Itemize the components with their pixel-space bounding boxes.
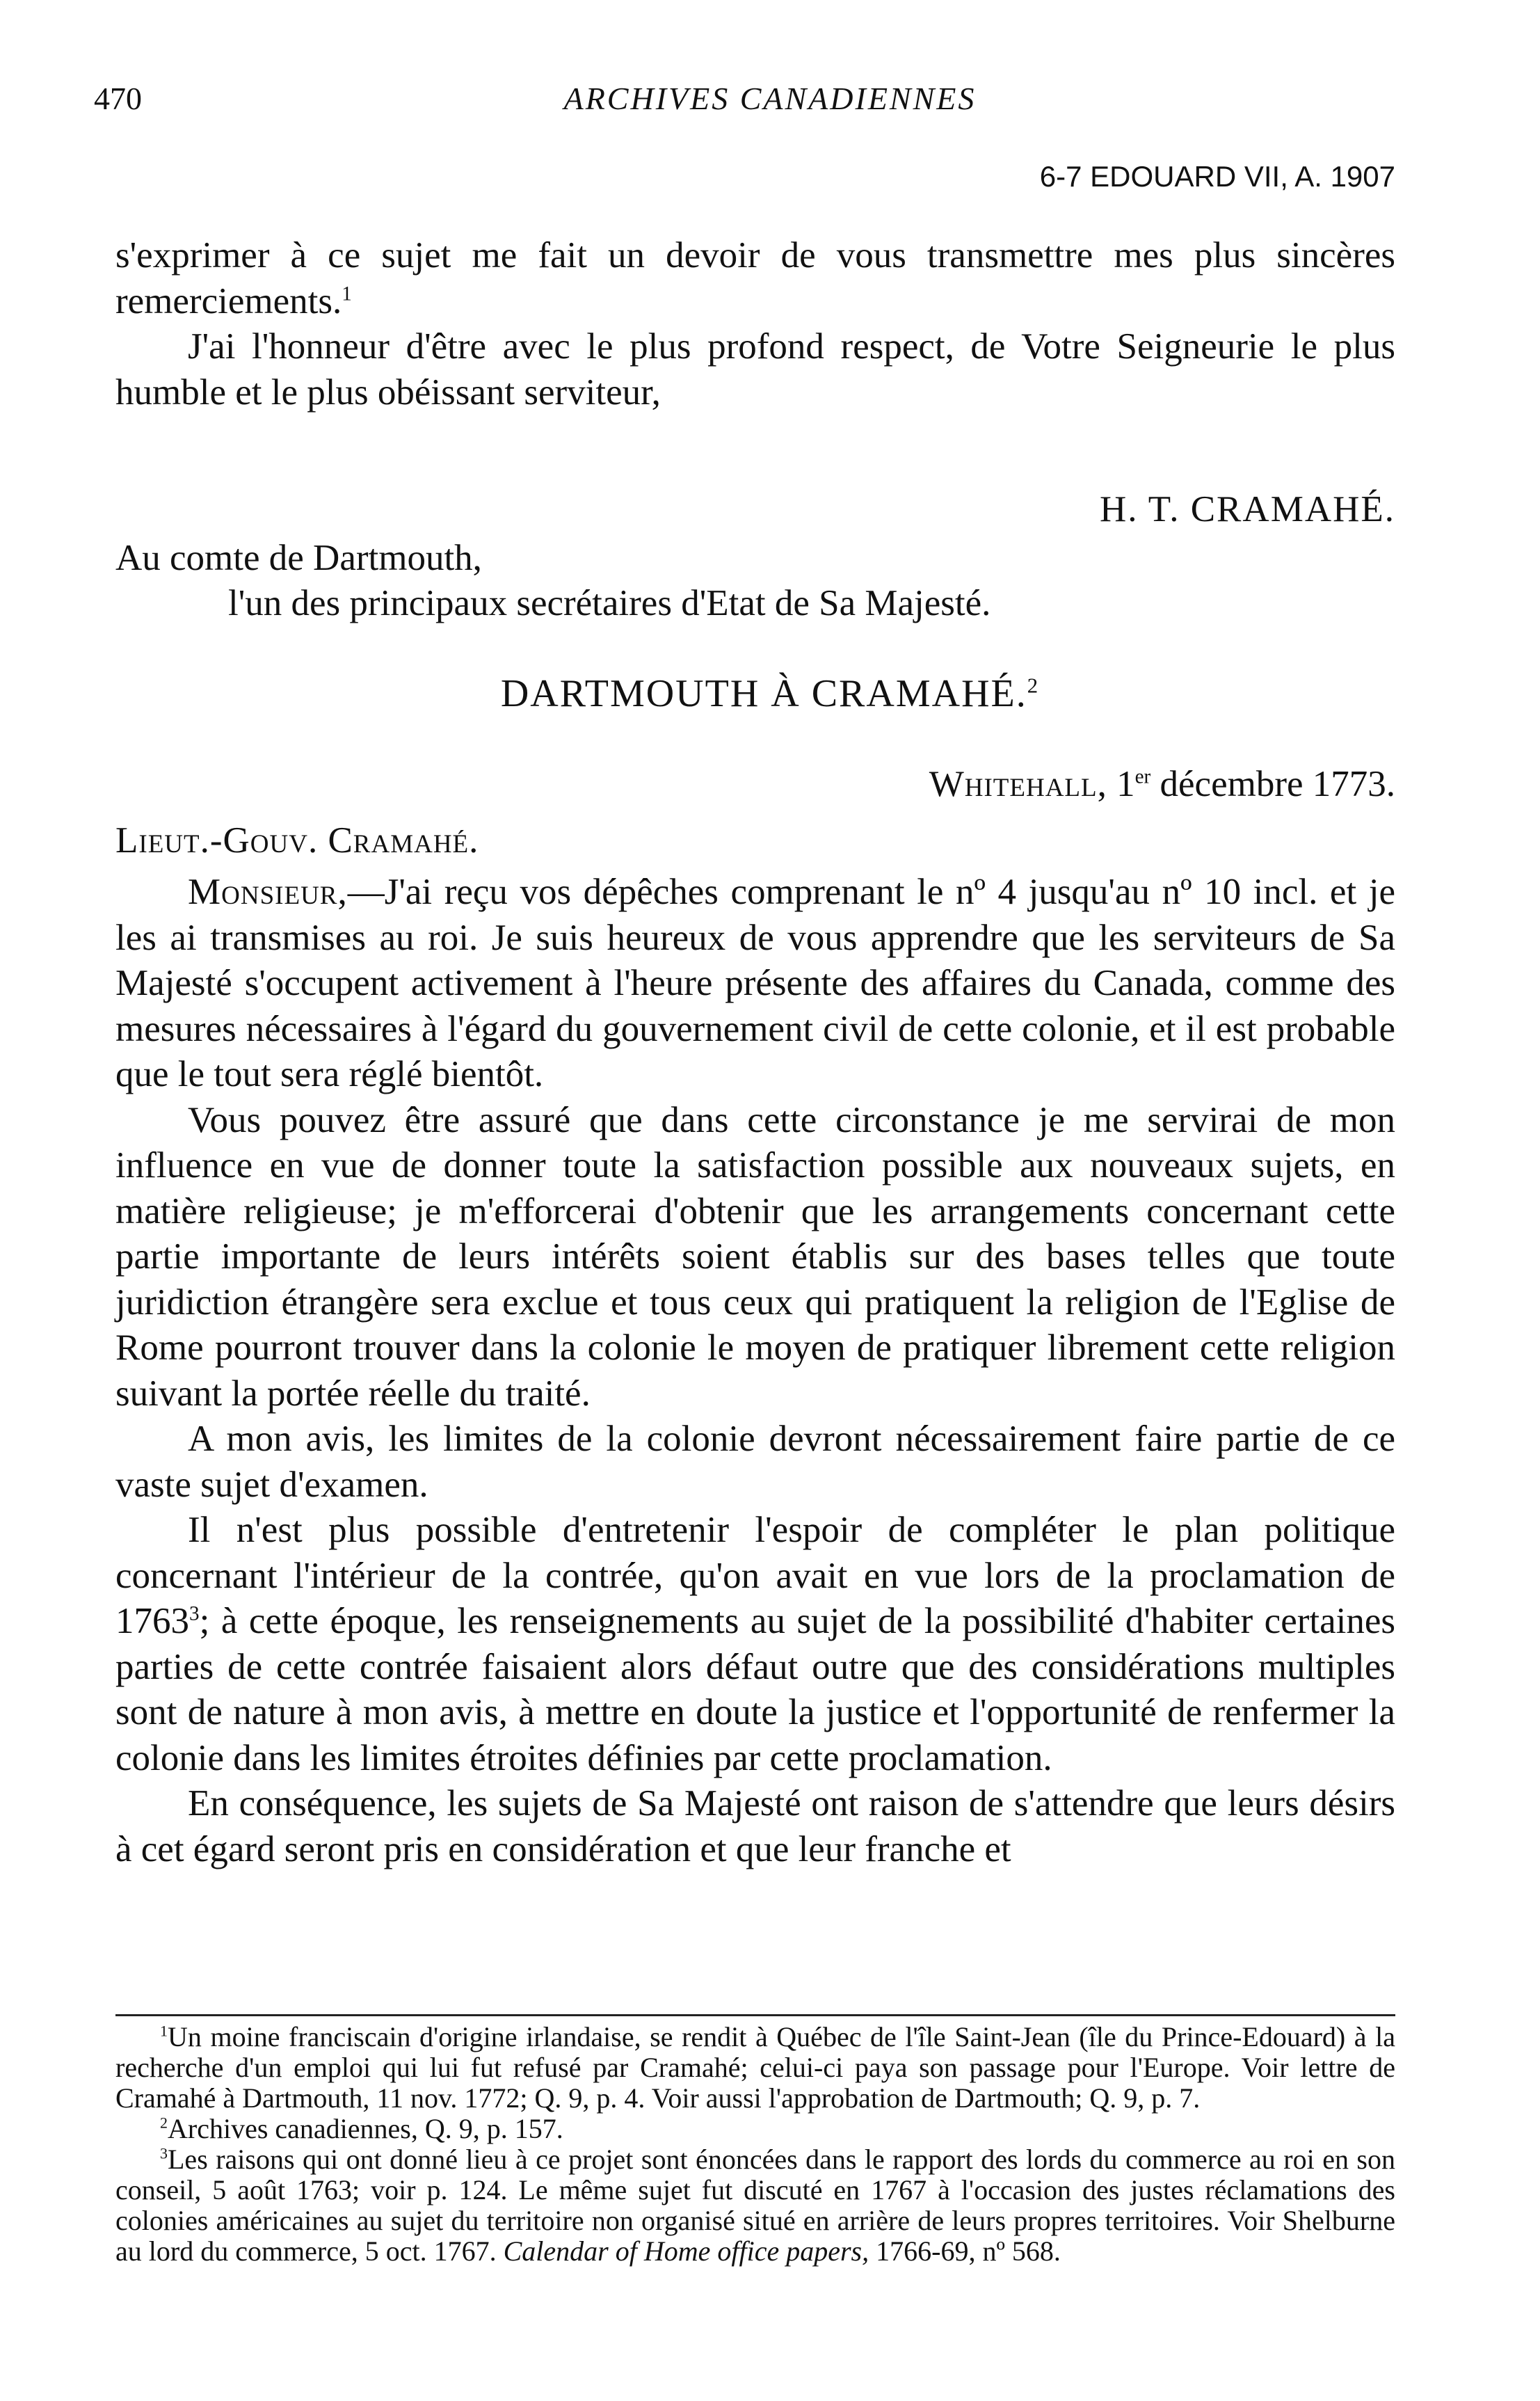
paragraph-4-text-b: ; à cette époque, les renseignements au sujet de la possibilité d'habiter certaines parties de cette contrée faisaient alors défaut outre que des considérations multiples sont de nature à mon avis, à mettre en doute la justice et l'opportunité de renfermer la colonie dans les limites étroites définies par cette proclamation.: [115, 1601, 1395, 1778]
closing-paragraph: J'ai l'honneur d'être avec le plus profond respect, de Votre Seigneurie le plus humble et le plus obéissant serviteur,: [115, 326, 1395, 413]
footnote-1-text: Un moine franciscain d'origine irlandaise, se rendit à Québec de l'île Saint-Jean (île du Prince-Edouard) à la recherche d'un emploi qui lui fut refusé par Cramahé; celui-ci paya son passage pour l'Europe. Voir lettre de Cramahé à Dartmouth, 11 nov. 1772; Q. 9, p. 4. Voir aussi l'approbation de Dartmouth; Q. 9, p. 7.: [115, 2021, 1395, 2114]
footnote-3-title: Calendar of Home office papers,: [503, 2235, 869, 2267]
date-rest: décembre 1773.: [1160, 764, 1395, 804]
paragraph-2: Vous pouvez être assuré que dans cette circonstance je me servirai de mon influence en vue de donner toute la satisfaction possible aux nouveaux sujets, en matière religieuse; je m'efforcerai d'obtenir que les arrangements concernant cette partie importante de leurs intérêts soient établis sur des bases telles que toute juridiction étrangère sera exclue et tous ceux qui pratiquent la religion de l'Eglise de Rome pourront trouver dans la colonie le moyen de pratiquer librement cette religion suivant la portée réelle du traité.: [115, 1099, 1395, 1414]
continuation-block: [115, 233, 1395, 415]
date-ordinal: er: [1134, 765, 1151, 788]
footnote-2-text: Archives canadiennes, Q. 9, p. 157.: [168, 2113, 563, 2144]
continuation-paragraph: [115, 233, 1395, 324]
footnote-ref-1: 1: [342, 282, 352, 305]
date-day: 1: [1116, 764, 1135, 804]
footnote-1-mark: 1: [160, 2022, 168, 2040]
addressee: Lieut.-Gouv. Cramahé.: [115, 820, 479, 861]
session-label: 6-7 EDOUARD VII, A. 1907: [1039, 160, 1395, 193]
dateline: [929, 763, 1395, 805]
paragraph-1: [115, 870, 1395, 1098]
paragraph-1-text: —J'ai reçu vos dépêches comprenant le nº 4 jusqu'au nº 10 incl. et je les ai transmises au roi. Je suis heureux de vous apprendre que les serviteurs de Sa Majesté s'occupent activement à l'heure présente des affaires du Canada, comme des mesures nécessaires à l'égard du gouvernement civil de cette colonie, et il est probable que le tout sera réglé bientôt.: [115, 872, 1395, 1094]
footnote-3-text-b: 1766-69, nº 568.: [876, 2235, 1061, 2267]
address-line-1: Au comte de Dartmouth,: [115, 538, 482, 578]
footnote-3-text-a: Les raisons qui ont donné lieu à ce projet sont énoncées dans le rapport des lords du commerce au roi en son conseil, 5 août 1763; voir p. 124. Le même sujet fut discuté en 1767 à l'occasion des justes réclamations des colonies américaines au sujet du territoire non organisé situé en arrière de leurs propres territoires. Voir Shelburne au lord du commerce, 5 oct. 1767.: [115, 2144, 1395, 2267]
letter-heading: [0, 671, 1540, 716]
footnote-2-mark: 2: [160, 2114, 168, 2132]
footnote-3-mark: 3: [160, 2144, 168, 2162]
footnote-1: [115, 2022, 1395, 2114]
paragraph-5: En conséquence, les sujets de Sa Majesté ont raison de s'attendre que leurs désirs à cet égard seront pris en considération et que leur franche et: [115, 1783, 1395, 1869]
footnote-rule: [115, 2014, 1395, 2016]
address-line-2: l'un des principaux secrétaires d'Etat de Sa Majesté.: [228, 583, 991, 623]
footnote-2: [115, 2114, 1395, 2144]
salutation: Monsieur,: [188, 872, 348, 912]
footnotes: [115, 2022, 1395, 2267]
page-number: 470: [94, 81, 142, 116]
paragraph-4: [115, 1508, 1395, 1781]
paragraph-3: A mon avis, les limites de la colonie devront nécessairement faire partie de ce vaste sujet d'examen.: [115, 1419, 1395, 1505]
continuation-text: s'exprimer à ce sujet me fait un devoir de vous transmettre mes plus sincères remerciements.: [115, 235, 1395, 321]
signature: H. T. CRAMAHÉ.: [1099, 489, 1395, 529]
place: Whitehall,: [929, 764, 1107, 804]
paragraph-4-text-a: Il n'est plus possible d'entretenir l'espoir de compléter le plan politique concernant l'intérieur de la contrée, qu'on avait en vue lors de la proclamation de 1763: [115, 1510, 1395, 1641]
running-title: ARCHIVES CANADIENNES: [563, 81, 977, 116]
letter-body: [115, 870, 1395, 1872]
footnote-ref-3: 3: [189, 1602, 200, 1625]
footnote-3: [115, 2144, 1395, 2267]
footnote-ref-2: 2: [1027, 673, 1040, 698]
letter-heading-text: DARTMOUTH À CRAMAHÉ.: [500, 672, 1027, 715]
